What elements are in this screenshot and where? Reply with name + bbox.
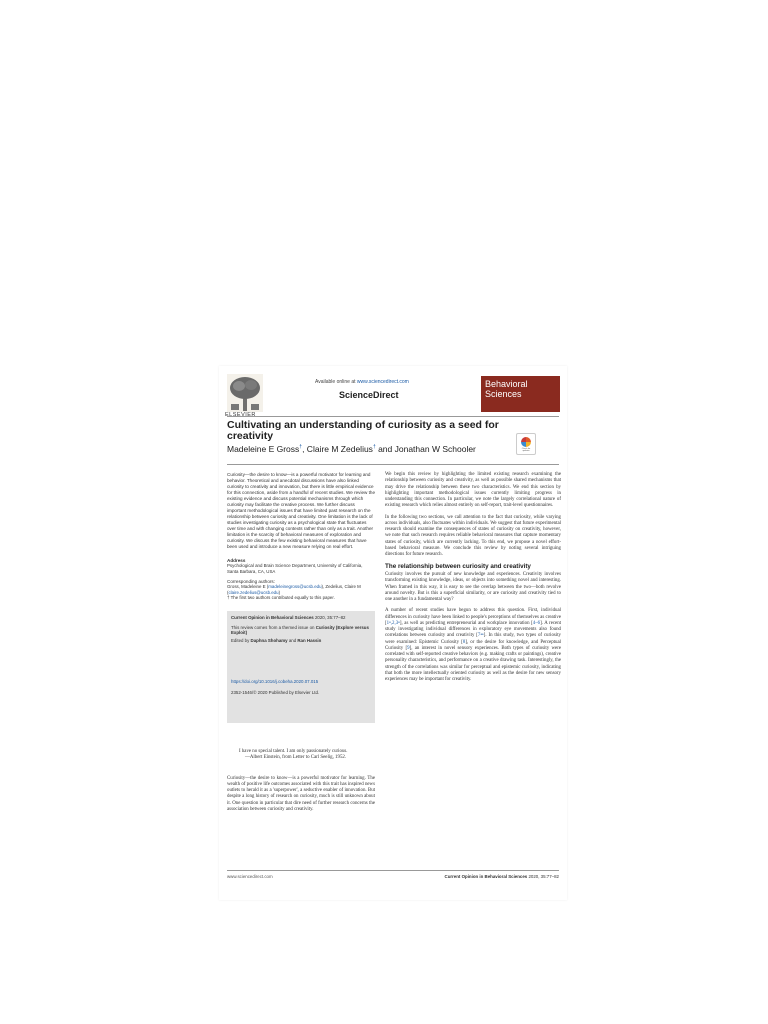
elsevier-wordmark: ELSEVIER [225, 412, 256, 418]
corresponding-heading: Corresponding authors: [227, 579, 276, 585]
check-updates-icon [521, 437, 531, 447]
check-updates-label: Check for updates [521, 448, 531, 452]
available-online [315, 379, 409, 385]
footer-url[interactable]: www.sciencedirect.com [227, 874, 273, 879]
footer-divider [227, 870, 559, 871]
citation-link[interactable]: 1•,2,3• [386, 620, 400, 626]
quote-line-2: —Albert Einstein, from Letter to Carl Seelig, 1952. [245, 755, 347, 761]
p4-c: ]. A recent study investigating individual differences in exploratory eye movements also found correlations between curiosity and creativity [ [385, 620, 562, 639]
p4-e: ], or the desire for knowledge, and Perceptual Curiosity [ [385, 639, 561, 651]
journal-name-line1: Behavioral [485, 379, 528, 389]
available-text: Available online at [315, 379, 357, 385]
infobox-edited-pre: Edited by [231, 637, 251, 643]
author-1-dagger: † [299, 444, 303, 451]
footer-volume: 2020, 35:77–82 [527, 874, 559, 879]
doi-link[interactable]: https://doi.org/10.1016/j.cobeha.2020.07.015 [231, 679, 319, 685]
p4-f: ], an interest in novel sensory experiences. Both types of curiosity were correlated with self-reported creative behaviors (e.g. making crafts or paintings), creative personality characteristics, and performance on a creative drawing task. Interestingly, the strength of the correlations was similar for perceptual and epistemic curiosity, indicating that both the more intellectually oriented curiosity as well as the desire for new sensory experiences may be important for creativity. [385, 645, 561, 683]
right-paragraph-2: In the following two sections, we call attention to the fact that curiosity, while varying across individuals, also fluctuates within individuals. We suggest that future experimental research should examine the consequences of states of curiosity on creativity, however, we note that such research requires reliable behavioral measures that capture momentary states of curiosity, which are currently lacking. To this end, we propose a novel effort-based behavioral measure. We conclude this review by noting several intriguing directions for future research. [385, 514, 561, 557]
footer-journal: Current Opinion in Behavioral Sciences [444, 874, 528, 879]
corr-text-3: ) [278, 589, 281, 595]
email-gross-link[interactable]: madeleinegross@ucsb.edu [268, 584, 322, 590]
author-3: and Jonathan W Schooler [375, 444, 476, 454]
email-zedelius-link[interactable]: claire.zedelius@ucsb.edu [228, 589, 279, 595]
footer-citation [409, 874, 559, 879]
infobox-editor-2: Ran Hassin [297, 637, 322, 643]
corresponding-text [227, 584, 375, 595]
infobox-edited-mid: and [287, 637, 298, 643]
p4-a: A number of recent studies have begun to address this question. First, individual differences in curiosity have been linked to people's perceptions of themselves as creative [ [385, 608, 561, 626]
title-divider [227, 464, 559, 465]
journal-cover-box [481, 376, 560, 412]
infobox-theme: Curiosity (Explore versus Exploit) [231, 624, 369, 636]
right-paragraph-1: We begin this review by highlighting the limited existing research examining the relationship between curiosity and creativity, as well as possible shared mechanisms that may drive the relationship between these two characteristics. We end this section by highlighting important methodological issues currently limiting progress in understanding this connection. In particular, we note the largely correlational nature of existing research which relies almost entirely on self-report, trait-level questionnaires. [385, 472, 561, 509]
author-2-dagger: † [372, 444, 376, 451]
author-2: , Claire M Zedelius [302, 444, 373, 454]
infobox-editor-1: Daphna Shohamy [250, 637, 288, 643]
quote-line-1: I have no special talent. I am only passionately curious. [239, 748, 348, 754]
infobox-journal-rest: 2020, 35:77–82 [313, 614, 346, 620]
equal-contribution-note: † The first two authors contributed equally to this paper. [227, 595, 335, 601]
section-heading: The relationship between curiosity and creativity [385, 563, 531, 571]
citation-link[interactable]: 9 [407, 645, 410, 651]
address-heading: Address [227, 558, 246, 563]
infobox-theme-pre: This review comes from a themed issue on [231, 624, 316, 630]
p4-b: ], as well as predicting entrepreneurial and workplace innovation [ [399, 620, 533, 626]
address-text: Psychological and Brain Science Department, University of California, Santa Barbara, CA, USA [227, 563, 363, 574]
right-column [385, 472, 561, 688]
article-info-box [227, 611, 375, 723]
header-divider [227, 416, 559, 417]
corr-text-1: Gross, Madeleine E ( [227, 584, 269, 590]
epigraph-quote [239, 749, 375, 762]
issn-copyright: 2352-1546/© 2020 Published by Elsevier Ltd. [231, 689, 320, 695]
abstract: Curiosity—the desire to know—is a powerful motivator for learning and behavior. Theoretical and anecdotal discussions have also linked curiosity to creativity and innovation, but there is little empirical evidence for this connection, aside from a handful of recent studies. We review the existing evidence and discuss potential mechanisms through which curiosity may facilitate the creative process. We further discuss important methodological issues that have limited past research on the relationship between curiosity and creativity. One limitation is the lack of studies investigating curiosity as a psychological state that fluctuates over time and with changing contexts rather than only as a trait. Another limitation is the scarcity of behavioral measures of exploration and curiosity. We discuss the few existing behavioral measures that have been used and introduce a new measure relying on real effort. [227, 472, 376, 549]
citation-link[interactable]: 7•• [477, 633, 484, 639]
sciencedirect-link[interactable]: www.sciencedirect.com [356, 379, 409, 385]
check-for-updates-badge[interactable] [516, 433, 536, 455]
p4-d: ]. In this study, two types of curiosity were examined: Epistemic Curiosity [ [385, 633, 561, 645]
intro-paragraph: Curiosity—the desire to know—is a powerful motivator for learning. The wealth of positive life outcomes associated with this trait has inspired news outlets to herald it as a 'superpower', a seductive enabler of innovation. But despite a long history of research on curiosity, much is still unknown about it. One question in particular that dire need of further research concerns the association between curiosity and creativity. [227, 775, 375, 812]
sciencedirect-wordmark: ScienceDirect [339, 390, 399, 400]
infobox-journal: Current Opinion in Behavioral Sciences [231, 614, 314, 620]
right-paragraph-4 [385, 608, 561, 683]
right-paragraph-3: Curiosity involves the pursuit of new knowledge and experiences. Creativity involves transforming existing knowledge, ideas, or objects into something novel and interesting. When framed in this way, it is easy to see the overlap between the two—both revolve around novelty. But is this a superficial similarity, or are curiosity and creativity tied to one another in a fundamental way? [385, 572, 561, 603]
author-1: Madeleine E Gross [227, 444, 300, 454]
article-title: Cultivating an understanding of curiosity as a seed for creativity [227, 419, 499, 442]
left-column [227, 472, 375, 813]
corr-text-2: ), Zedelius, Claire M ( [227, 584, 361, 595]
article-page [219, 366, 567, 900]
citation-link[interactable]: 4–6 [532, 620, 541, 626]
journal-name-line2: Sciences [485, 389, 522, 399]
article-authors [227, 444, 527, 454]
citation-link[interactable]: 8 [462, 639, 466, 645]
